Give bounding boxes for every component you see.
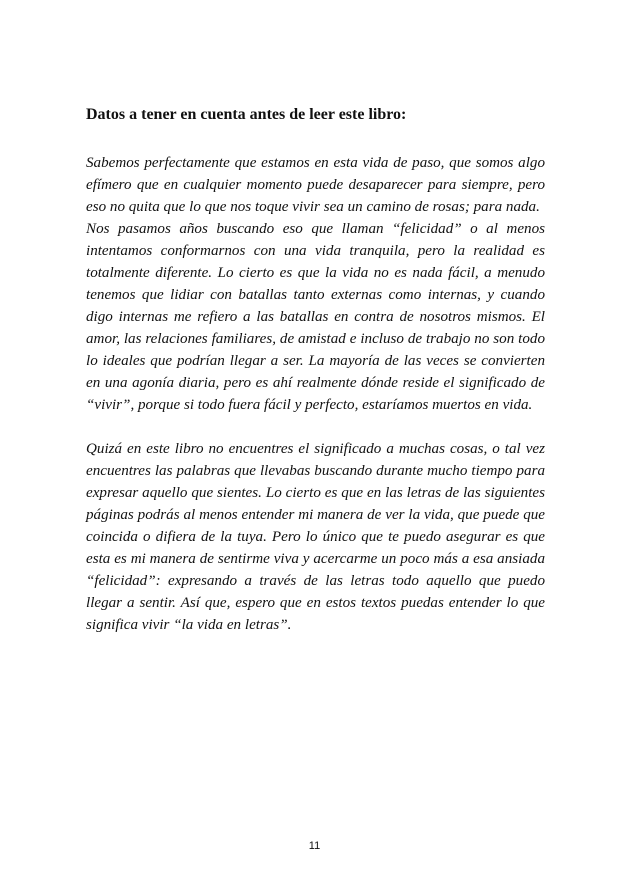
page-number: 11 <box>308 840 321 852</box>
paragraph-libro: Quizá en este libro no encuentres el significado a muchas cosas, o tal vez encuentres las palabras que llevabas buscando durante mucho tiempo para expresar aquello que sientes. Lo cierto es que en las letras de las siguientes páginas podrás al menos entender mi manera de ver la vida, que puede que coincida o difiera de la tuya. Pero lo único que te puedo asegurar es que esta es mi manera de sentirme viva y acercarme un poco más a esa ansiada “felicidad”: expresando a través de las letras todo aquello que puedo llegar a sentir. Así que, espero que en estos textos puedas entender lo que significa vivir “la vida en letras”. <box>86 441 545 633</box>
paragraph-felicidad: Nos pasamos años buscando eso que llaman “felicidad” o al menos intentamos conformarnos con una vida tranquila, pero la realidad es totalmente diferente. Lo cierto es que la vida no es nada fácil, a menudo tenemos que lidiar con batallas tanto externas como internas, y cuando digo internas me refiero a las batallas en contra de nosotros mismos. El amor, las relaciones familiares, de amistad e incluso de trabajo no son todo lo ideales que podrían llegar a ser. La mayoría de las veces se convierten en una agonía diaria, pero es ahí realmente dónde reside el significado de “vivir”, porque si todo fuera fácil y perfecto, estaríamos muertos en vida. <box>86 221 545 413</box>
page-title: Datos a tener en cuenta antes de leer este libro: <box>86 106 407 123</box>
paragraph-spacer <box>86 416 545 438</box>
paragraph-intro: Sabemos perfectamente que estamos en esta vida de paso, que somos algo efímero que en cualquier momento puede desaparecer para siempre, pero eso no quita que lo que nos toque vivir sea un camino de rosas; para nada. <box>86 155 545 215</box>
page-content <box>86 104 545 636</box>
